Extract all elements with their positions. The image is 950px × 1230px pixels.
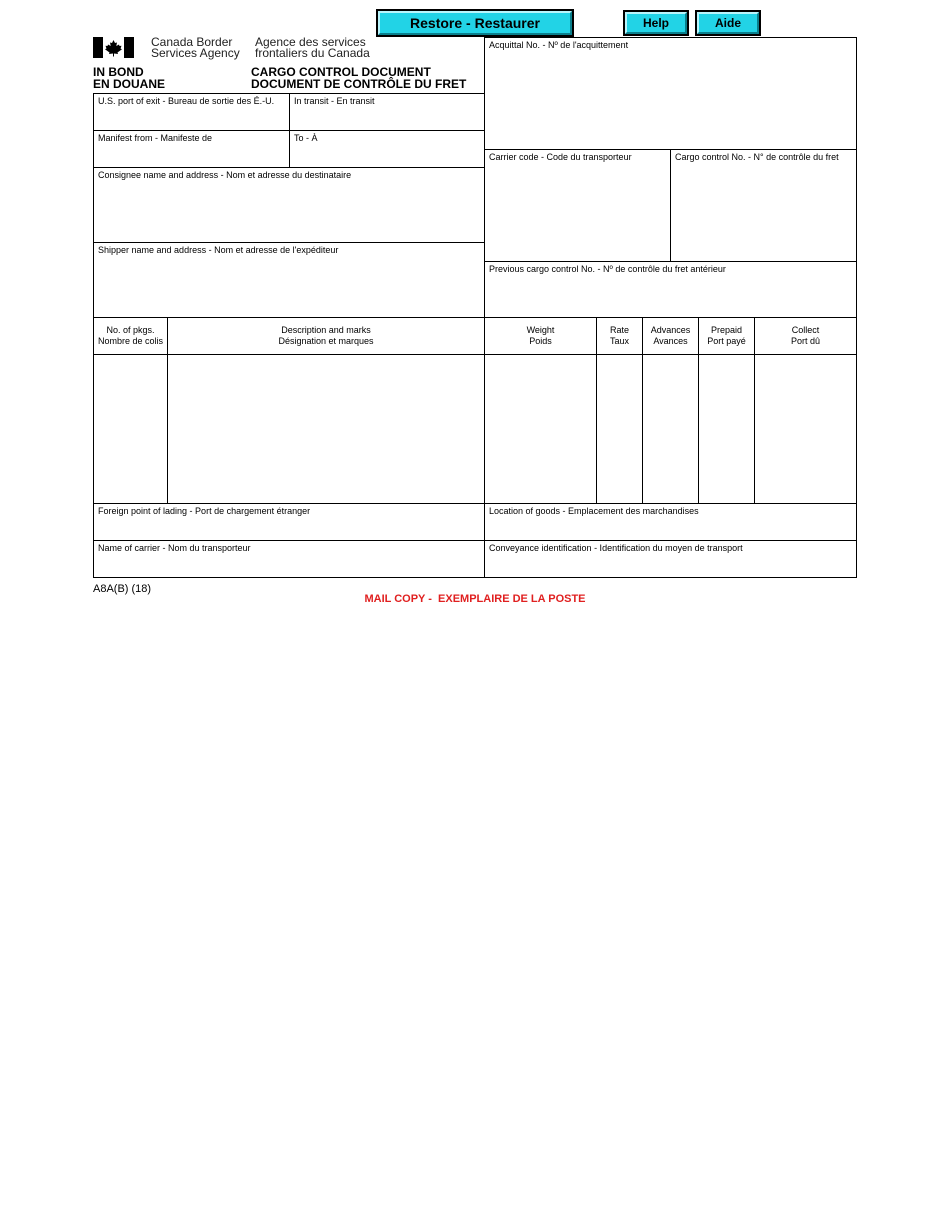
col-header-advances-en: Advances [650, 325, 691, 335]
to-field[interactable] [289, 130, 485, 168]
carrier-code-field[interactable] [484, 149, 671, 262]
document-title-en: CARGO CONTROL DOCUMENT [251, 65, 431, 79]
cargo-control-no-field[interactable] [670, 149, 857, 262]
foreign-point-lading-field[interactable] [93, 503, 485, 541]
help-button[interactable] [623, 10, 689, 36]
agency-name-fr-line1: Agence des services [255, 35, 366, 49]
agency-name-en-line1: Canada Border [151, 35, 233, 49]
previous-cargo-control-label: Previous cargo control No. - Nº de contrôle du fret antérieur [489, 264, 726, 274]
carrier-code-label: Carrier code - Code du transporteur [489, 152, 632, 162]
agency-name-en-line2: Services Agency [151, 46, 240, 60]
conveyance-id-field[interactable] [484, 540, 857, 578]
col-header-weight-en: Weight [526, 325, 555, 335]
col-header-rate-en: Rate [609, 325, 629, 335]
aide-button-label[interactable]: Aide [697, 12, 759, 34]
col-header-advances-fr: Avances [653, 336, 688, 346]
in-bond-fr: EN DOUANE [93, 77, 166, 91]
in-transit-label: In transit - En transit [294, 96, 375, 106]
col-header-description [167, 317, 485, 355]
consignee-label: Consignee name and address - Nom et adresse du destinataire [98, 170, 352, 180]
us-port-exit-label: U.S. port of exit - Bureau de sortie des É.-U. [98, 96, 275, 106]
col-header-pkgs-en: No. of pkgs. [106, 325, 155, 335]
name-carrier-field[interactable] [93, 540, 485, 578]
restore-button-label[interactable]: Restore - Restaurer [378, 11, 572, 35]
col-header-collect-fr: Port dû [790, 336, 821, 346]
col-header-pkgs [93, 317, 168, 355]
name-carrier-label: Name of carrier - Nom du transporteur [98, 543, 251, 553]
us-port-exit-field[interactable] [93, 93, 290, 131]
restore-button[interactable] [376, 9, 574, 37]
to-label: To - À [294, 133, 318, 143]
shipper-label: Shipper name and address - Nom et adresse de l'expéditeur [98, 245, 339, 255]
collect-input[interactable] [754, 354, 857, 504]
col-header-rate-fr: Taux [609, 336, 629, 346]
col-header-weight [484, 317, 597, 355]
pkgs-input[interactable] [93, 354, 168, 504]
foreign-point-lading-label: Foreign point of lading - Port de chargement étranger [98, 506, 311, 516]
form-number: A8A(B) (18) [93, 583, 152, 595]
document-title-fr: DOCUMENT DE CONTRÔLE DU FRET [251, 77, 467, 91]
col-header-weight-fr: Poids [529, 336, 552, 346]
col-header-rate [596, 317, 643, 355]
col-header-collect [754, 317, 857, 355]
advances-input[interactable] [642, 354, 699, 504]
acquittal-no-field[interactable] [484, 37, 857, 150]
weight-input[interactable] [484, 354, 597, 504]
col-header-description-en: Description and marks [281, 325, 371, 335]
in-bond-en: IN BOND [93, 65, 144, 79]
location-goods-label: Location of goods - Emplacement des marchandises [489, 506, 699, 516]
col-header-collect-en: Collect [791, 325, 820, 335]
previous-cargo-control-field[interactable] [484, 261, 857, 318]
manifest-from-field[interactable] [93, 130, 290, 168]
cargo-control-no-label: Cargo control No. - N° de contrôle du fret [675, 152, 839, 162]
manifest-from-label: Manifest from - Manifeste de [98, 133, 213, 143]
mail-copy-note: MAIL COPY - EXEMPLAIRE DE LA POSTE [364, 593, 586, 605]
help-button-label[interactable]: Help [625, 12, 687, 34]
col-header-prepaid-fr: Port payé [707, 336, 746, 346]
aide-button[interactable] [695, 10, 761, 36]
col-header-prepaid-en: Prepaid [710, 325, 743, 335]
location-goods-field[interactable] [484, 503, 857, 541]
prepaid-input[interactable] [698, 354, 755, 504]
col-header-pkgs-fr: Nombre de colis [97, 336, 164, 346]
acquittal-no-label: Acquittal No. - Nº de l'acquittement [489, 40, 629, 50]
in-transit-field[interactable] [289, 93, 485, 131]
col-header-prepaid [698, 317, 755, 355]
description-input[interactable] [167, 354, 485, 504]
shipper-field[interactable] [93, 242, 485, 318]
consignee-field[interactable] [93, 167, 485, 243]
canada-flag-icon [93, 37, 134, 58]
col-header-description-fr: Désignation et marques [278, 336, 374, 346]
conveyance-id-label: Conveyance identification - Identification du moyen de transport [489, 543, 743, 553]
agency-name-fr-line2: frontaliers du Canada [255, 46, 370, 60]
rate-input[interactable] [596, 354, 643, 504]
col-header-advances [642, 317, 699, 355]
